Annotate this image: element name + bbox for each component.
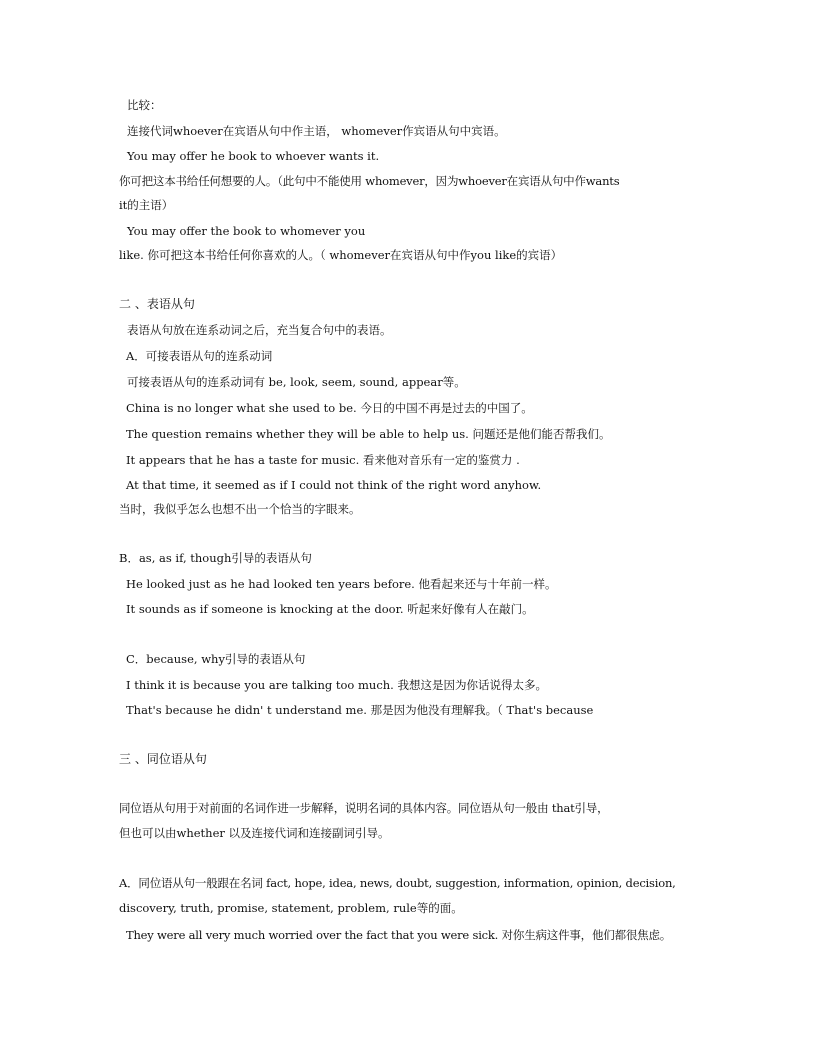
section-heading: 二 、表语从句 [119,297,195,311]
section-heading: 三 、同位语从句 [119,752,207,766]
text-line: You may offer he book to whoever wants it. [127,149,380,163]
text-line: That's because he didn' t understand me. 那是因为他没有理解我。（ That's because [126,703,594,717]
subsection-heading: A．可接表语从句的连系动词 [126,349,273,363]
text-line: 连接代词whoever在宾语从句中作主语， whomever作宾语从句中宾语。 [127,124,506,138]
text-line: discovery, truth, promise, statement, problem, rule等的面。 [119,901,463,915]
text-line: 你可把这本书给任何想要的人。（此句中不能使用 whomever，因为whoever在宾语从句中作wants [119,174,620,188]
text-line: The question remains whether they will be able to help us. 问题还是他们能否帮我们。 [126,427,611,441]
text-line: 比较： [127,98,162,112]
subsection-heading: B．as, as if, though引导的表语从句 [119,551,312,565]
text-line: 表语从句放在连系动词之后，充当复合句中的表语。 [127,323,392,337]
text-line: 可接表语从句的连系动词有 be, look, seem, sound, appear等。 [127,375,466,389]
text-line: I think it is because you are talking too much. 我想这是因为你话说得太多。 [126,678,547,692]
subsection-heading: C．because, why引导的表语从句 [126,652,306,666]
text-line: They were all very much worried over the fact that you were sick. 对你生病这件事，他们都很焦虑。 [126,928,672,942]
text-line: 当时，我似乎怎么也想不出一个恰当的字眼来。 [119,502,361,516]
text-line: It appears that he has a taste for music. 看来他对音乐有一定的鉴赏力 . [126,453,520,467]
text-line: It sounds as if someone is knocking at the door. 听起来好像有人在敲门。 [126,602,534,616]
text-line: 同位语从句用于对前面的名词作进一步解释，说明名词的具体内容。同位语从句一般由 that引导， [119,801,609,815]
text-line: You may offer the book to whomever you [127,224,366,238]
text-line: 但也可以由whether 以及连接代词和连接副词引导。 [119,826,390,840]
text-line: At that time, it seemed as if I could not think of the right word anyhow. [126,478,542,492]
text-line: China is no longer what she used to be. 今日的中国不再是过去的中国了。 [126,401,533,415]
subsection-heading: A．同位语从句一般跟在名词 fact, hope, idea, news, doubt, suggestion, information, opinion, decision, [119,876,676,890]
text-line: it的主语） [119,198,174,212]
text-line: He looked just as he had looked ten years before. 他看起来还与十年前一样。 [126,577,557,591]
text-line: like. 你可把这本书给任何你喜欢的人。（ whomever在宾语从句中作you like的宾语） [119,248,563,262]
